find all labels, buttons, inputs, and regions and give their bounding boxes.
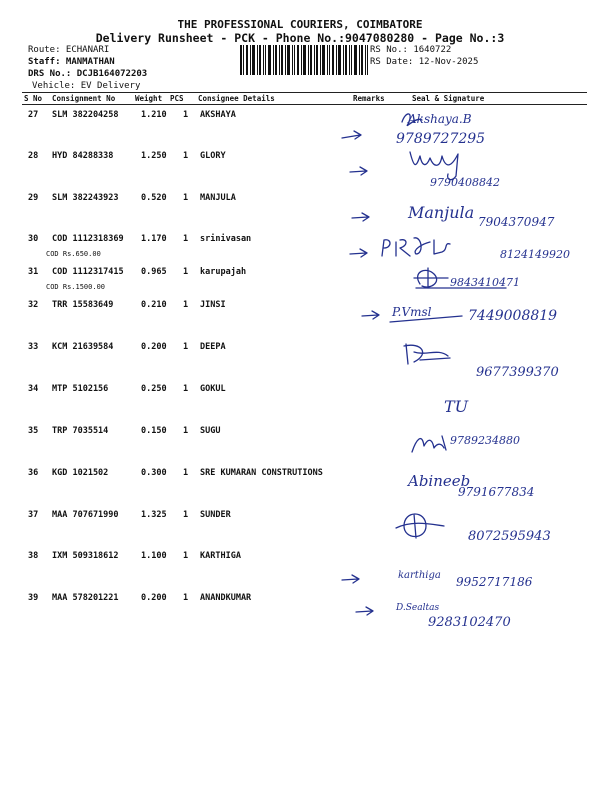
signature-scribble	[404, 344, 450, 364]
row-sno: 35	[28, 426, 39, 436]
row-consignment: KCM 21639584	[52, 342, 114, 352]
row-pcs: 1	[183, 384, 189, 394]
row-sno: 38	[28, 551, 39, 561]
row-consignee: GOKUL	[200, 384, 226, 394]
row-consignment: COD 1112318369	[52, 234, 124, 244]
row-consignee: ANANDKUMAR	[200, 593, 252, 603]
signature-name: Manjula	[408, 203, 475, 222]
row-sno: 27	[28, 110, 39, 120]
row-weight: 1.170	[141, 234, 167, 244]
row-weight: 1.250	[141, 151, 167, 161]
row-consignee: SRE KUMARAN CONSTRUTIONS	[200, 468, 323, 478]
row-pcs: 1	[183, 110, 189, 120]
signature-phone: 9283102470	[428, 615, 511, 630]
signature-phone: 9791677834	[458, 485, 535, 499]
col-consignment: Consignment No	[52, 94, 116, 103]
row-sno: 39	[28, 593, 39, 603]
col-weight: Weight	[135, 94, 163, 103]
col-pcs: PCS	[170, 94, 184, 103]
row-consignee: GLORY	[200, 151, 226, 161]
vehicle-label: Vehicle: EV Delivery	[32, 81, 141, 91]
signature-row-32	[330, 296, 600, 340]
signature-row-36	[330, 462, 600, 506]
row-weight: 1.325	[141, 510, 167, 520]
signature-name: Akshaya.B	[408, 112, 472, 126]
staff-label: Staff: MANMATHAN	[28, 57, 115, 67]
drs-label: DRS No.: DCJB164072203	[28, 69, 148, 79]
row-pcs: 1	[183, 300, 189, 310]
row-sno: 28	[28, 151, 39, 161]
row-weight: 1.100	[141, 551, 167, 561]
signature-phone: 9843410471	[450, 276, 520, 289]
row-consignment: MAA 578201221	[52, 593, 119, 603]
row-pcs: 1	[183, 234, 189, 244]
row-pcs: 1	[183, 468, 189, 478]
row-consignment: TRR 15583649	[52, 300, 114, 310]
row-pcs: 1	[183, 551, 189, 561]
row-weight: 0.300	[141, 468, 167, 478]
row-consignee: SUNDER	[200, 510, 231, 520]
row-weight: 0.520	[141, 193, 167, 203]
row-consignment: SLM 382243923	[52, 193, 119, 203]
row-pcs: 1	[183, 510, 189, 520]
signature-row-29	[330, 188, 600, 232]
row-cod-amount: COD Rs.1500.00	[46, 283, 106, 291]
row-consignee: MANJULA	[200, 193, 236, 203]
signature-phone: 9789234880	[450, 434, 520, 447]
row-consignee: DEEPA	[200, 342, 226, 352]
row-pcs: 1	[183, 151, 189, 161]
signature-scribble	[396, 514, 444, 538]
row-sno: 30	[28, 234, 39, 244]
row-weight: 0.200	[141, 342, 167, 352]
signature-row-34	[330, 382, 600, 426]
row-sno: 34	[28, 384, 39, 394]
row-consignee: karupajah	[200, 267, 247, 277]
col-sno: S No	[24, 94, 43, 103]
signature-scribble	[382, 238, 450, 256]
row-consignee: SUGU	[200, 426, 221, 436]
signature-scribble	[414, 268, 448, 288]
runsheet-info-left	[28, 44, 147, 92]
row-consignee: JINSI	[200, 300, 226, 310]
signature-name: P.Vmsl	[392, 305, 432, 319]
header-rule-top	[22, 92, 587, 93]
signature-phone: 9952717186	[456, 575, 533, 589]
route-label: Route: ECHANARI	[28, 45, 110, 55]
row-sno: 32	[28, 300, 39, 310]
row-consignment: MAA 707671990	[52, 510, 119, 520]
col-consignee: Consignee Details	[198, 94, 275, 103]
row-weight: 0.965	[141, 267, 167, 277]
row-sno: 37	[28, 510, 39, 520]
signature-row-39	[330, 594, 600, 638]
arrow-icon	[342, 131, 361, 139]
row-consignment: KGD 1021502	[52, 468, 109, 478]
runsheet-info-right	[370, 44, 478, 68]
col-seal-signature: Seal & Signature	[412, 94, 485, 103]
header-rule-bottom	[22, 104, 587, 105]
row-pcs: 1	[183, 342, 189, 352]
signature-row-33	[330, 338, 600, 382]
company-title: THE PROFESSIONAL COURIERS, COIMBATORE	[177, 18, 423, 31]
signature-name: Abineeb	[408, 472, 471, 490]
signature-name: karthiga	[398, 570, 441, 581]
signature-name: TU	[444, 397, 469, 416]
arrow-icon	[342, 575, 359, 583]
row-sno: 36	[28, 468, 39, 478]
row-weight: 0.200	[141, 593, 167, 603]
row-consignment: TRP 7035514	[52, 426, 109, 436]
row-sno: 29	[28, 193, 39, 203]
rs-date: RS Date: 12-Nov-2025	[370, 57, 479, 67]
row-weight: 0.150	[141, 426, 167, 436]
row-weight: 1.210	[141, 110, 167, 120]
arrow-icon	[352, 213, 369, 221]
row-consignee: srinivasan	[200, 234, 252, 244]
signature-phone: 9677399370	[476, 365, 559, 380]
row-weight: 0.210	[141, 300, 167, 310]
col-remarks: Remarks	[353, 94, 385, 103]
row-pcs: 1	[183, 267, 189, 277]
signature-phone: 9790408842	[430, 176, 500, 189]
runsheet-subtitle: Delivery Runsheet - PCK - Phone No.:9047080280 - Page No.:3	[95, 31, 505, 45]
signature-row-28	[330, 146, 600, 190]
row-consignment: MTP 5102156	[52, 384, 109, 394]
signature-row-37	[330, 504, 600, 548]
signature-phone: 7904370947	[478, 215, 555, 229]
rs-number: RS No.: 1640722	[370, 45, 452, 55]
arrow-icon	[356, 607, 373, 615]
row-sno: 31	[28, 267, 39, 277]
row-cod-amount: COD Rs.650.00	[46, 250, 101, 258]
signature-phone: 8124149920	[500, 248, 570, 261]
row-consignment: IXM 509318612	[52, 551, 119, 561]
row-consignment: COD 1112317415	[52, 267, 124, 277]
arrow-icon	[350, 249, 367, 257]
row-pcs: 1	[183, 193, 189, 203]
signature-phone: 7449008819	[468, 308, 558, 324]
barcode-image	[240, 45, 368, 75]
row-pcs: 1	[183, 426, 189, 436]
row-weight: 0.250	[141, 384, 167, 394]
arrow-icon	[362, 311, 379, 319]
row-consignment: SLM 382204258	[52, 110, 119, 120]
row-sno: 33	[28, 342, 39, 352]
signature-phone: 8072595943	[468, 529, 551, 544]
signature-phone: 9789727295	[396, 131, 486, 147]
arrow-icon	[350, 167, 367, 175]
row-pcs: 1	[183, 593, 189, 603]
row-consignment: HYD 84288338	[52, 151, 114, 161]
row-consignee: KARTHIGA	[200, 551, 241, 561]
signature-scribble	[412, 436, 446, 452]
signature-name: D.Sealtas	[396, 603, 440, 613]
row-consignee: AKSHAYA	[200, 110, 236, 120]
